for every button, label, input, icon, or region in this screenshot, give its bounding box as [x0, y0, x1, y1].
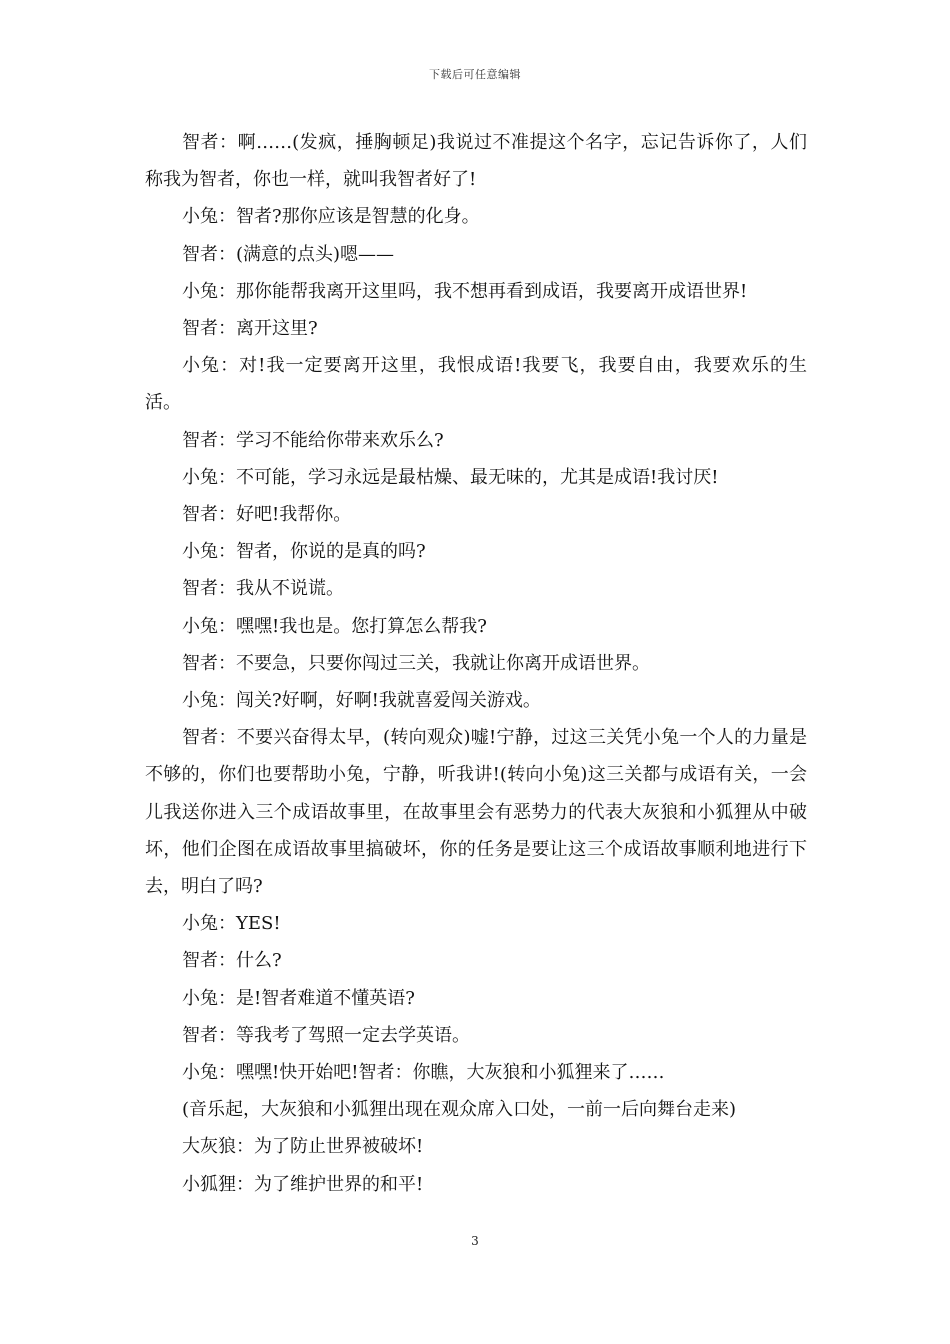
paragraph: 小狐狸：为了维护世界的和平!	[182, 1173, 424, 1195]
paragraph: 大灰狼：为了防止世界被破坏!	[182, 1136, 424, 1158]
paragraph: 智者：学习不能给你带来欢乐么?	[182, 429, 444, 451]
page-header: 下载后可任意编辑	[429, 68, 521, 81]
paragraph: 小兔：智者，你说的是真的吗?	[182, 541, 426, 563]
document-body	[145, 124, 807, 1203]
paragraph: 小兔：对!我一定要离开这里，我恨成语!我要飞，我要自由，我要欢乐的生活。	[145, 355, 807, 414]
paragraph: 小兔：不可能，学习永远是最枯燥、最无味的，尤其是成语!我讨厌!	[182, 466, 719, 488]
paragraph: 小兔：闯关?好啊，好啊!我就喜爱闯关游戏。	[182, 690, 541, 712]
paragraph: 小兔：是!智者难道不懂英语?	[182, 987, 415, 1009]
paragraph: 小兔：智者?那你应该是智慧的化身。	[182, 206, 480, 228]
stage-direction: (音乐起，大灰狼和小狐狸出现在观众席入口处，一前一后向舞台走来)	[182, 1099, 737, 1121]
page-number: 3	[471, 1234, 479, 1248]
paragraph: 智者：我从不说谎。	[182, 578, 344, 600]
paragraph: 智者：不要急，只要你闯过三关，我就让你离开成语世界。	[182, 652, 650, 674]
paragraph: 智者：好吧!我帮你。	[182, 504, 352, 526]
paragraph: 小兔：YES!	[182, 913, 281, 935]
paragraph: 小兔：嘿嘿!我也是。您打算怎么帮我?	[182, 615, 487, 637]
paragraph: 智者：不要兴奋得太早，(转向观众)嘘!宁静，过这三关凭小兔一个人的力量是不够的，你们也要帮助小兔，宁静，听我讲!(转向小兔)这三关都与成语有关，一会儿我送你进入三个成语故事里，在故事里会有恶势力的代表大灰狼和小狐狸从中破坏，他们企图在成语故事里搞破坏，你的任务是要让这三个成语故事顺利地进行下去，明白了吗?	[145, 727, 807, 898]
paragraph: 小兔：那你能帮我离开这里吗，我不想再看到成语，我要离开成语世界!	[182, 280, 748, 302]
paragraph: 智者：(满意的点头)嗯——	[182, 243, 395, 265]
paragraph: 智者：啊……(发疯，捶胸顿足)我说过不准提这个名字，忘记告诉你了，人们称我为智者，你也一样，就叫我智者好了!	[145, 132, 807, 191]
paragraph: 智者：什么?	[182, 950, 282, 972]
paragraph: 智者：等我考了驾照一定去学英语。	[182, 1024, 470, 1046]
paragraph: 小兔：嘿嘿!快开始吧!智者：你瞧，大灰狼和小狐狸来了……	[182, 1062, 665, 1084]
paragraph: 智者：离开这里?	[182, 318, 318, 340]
